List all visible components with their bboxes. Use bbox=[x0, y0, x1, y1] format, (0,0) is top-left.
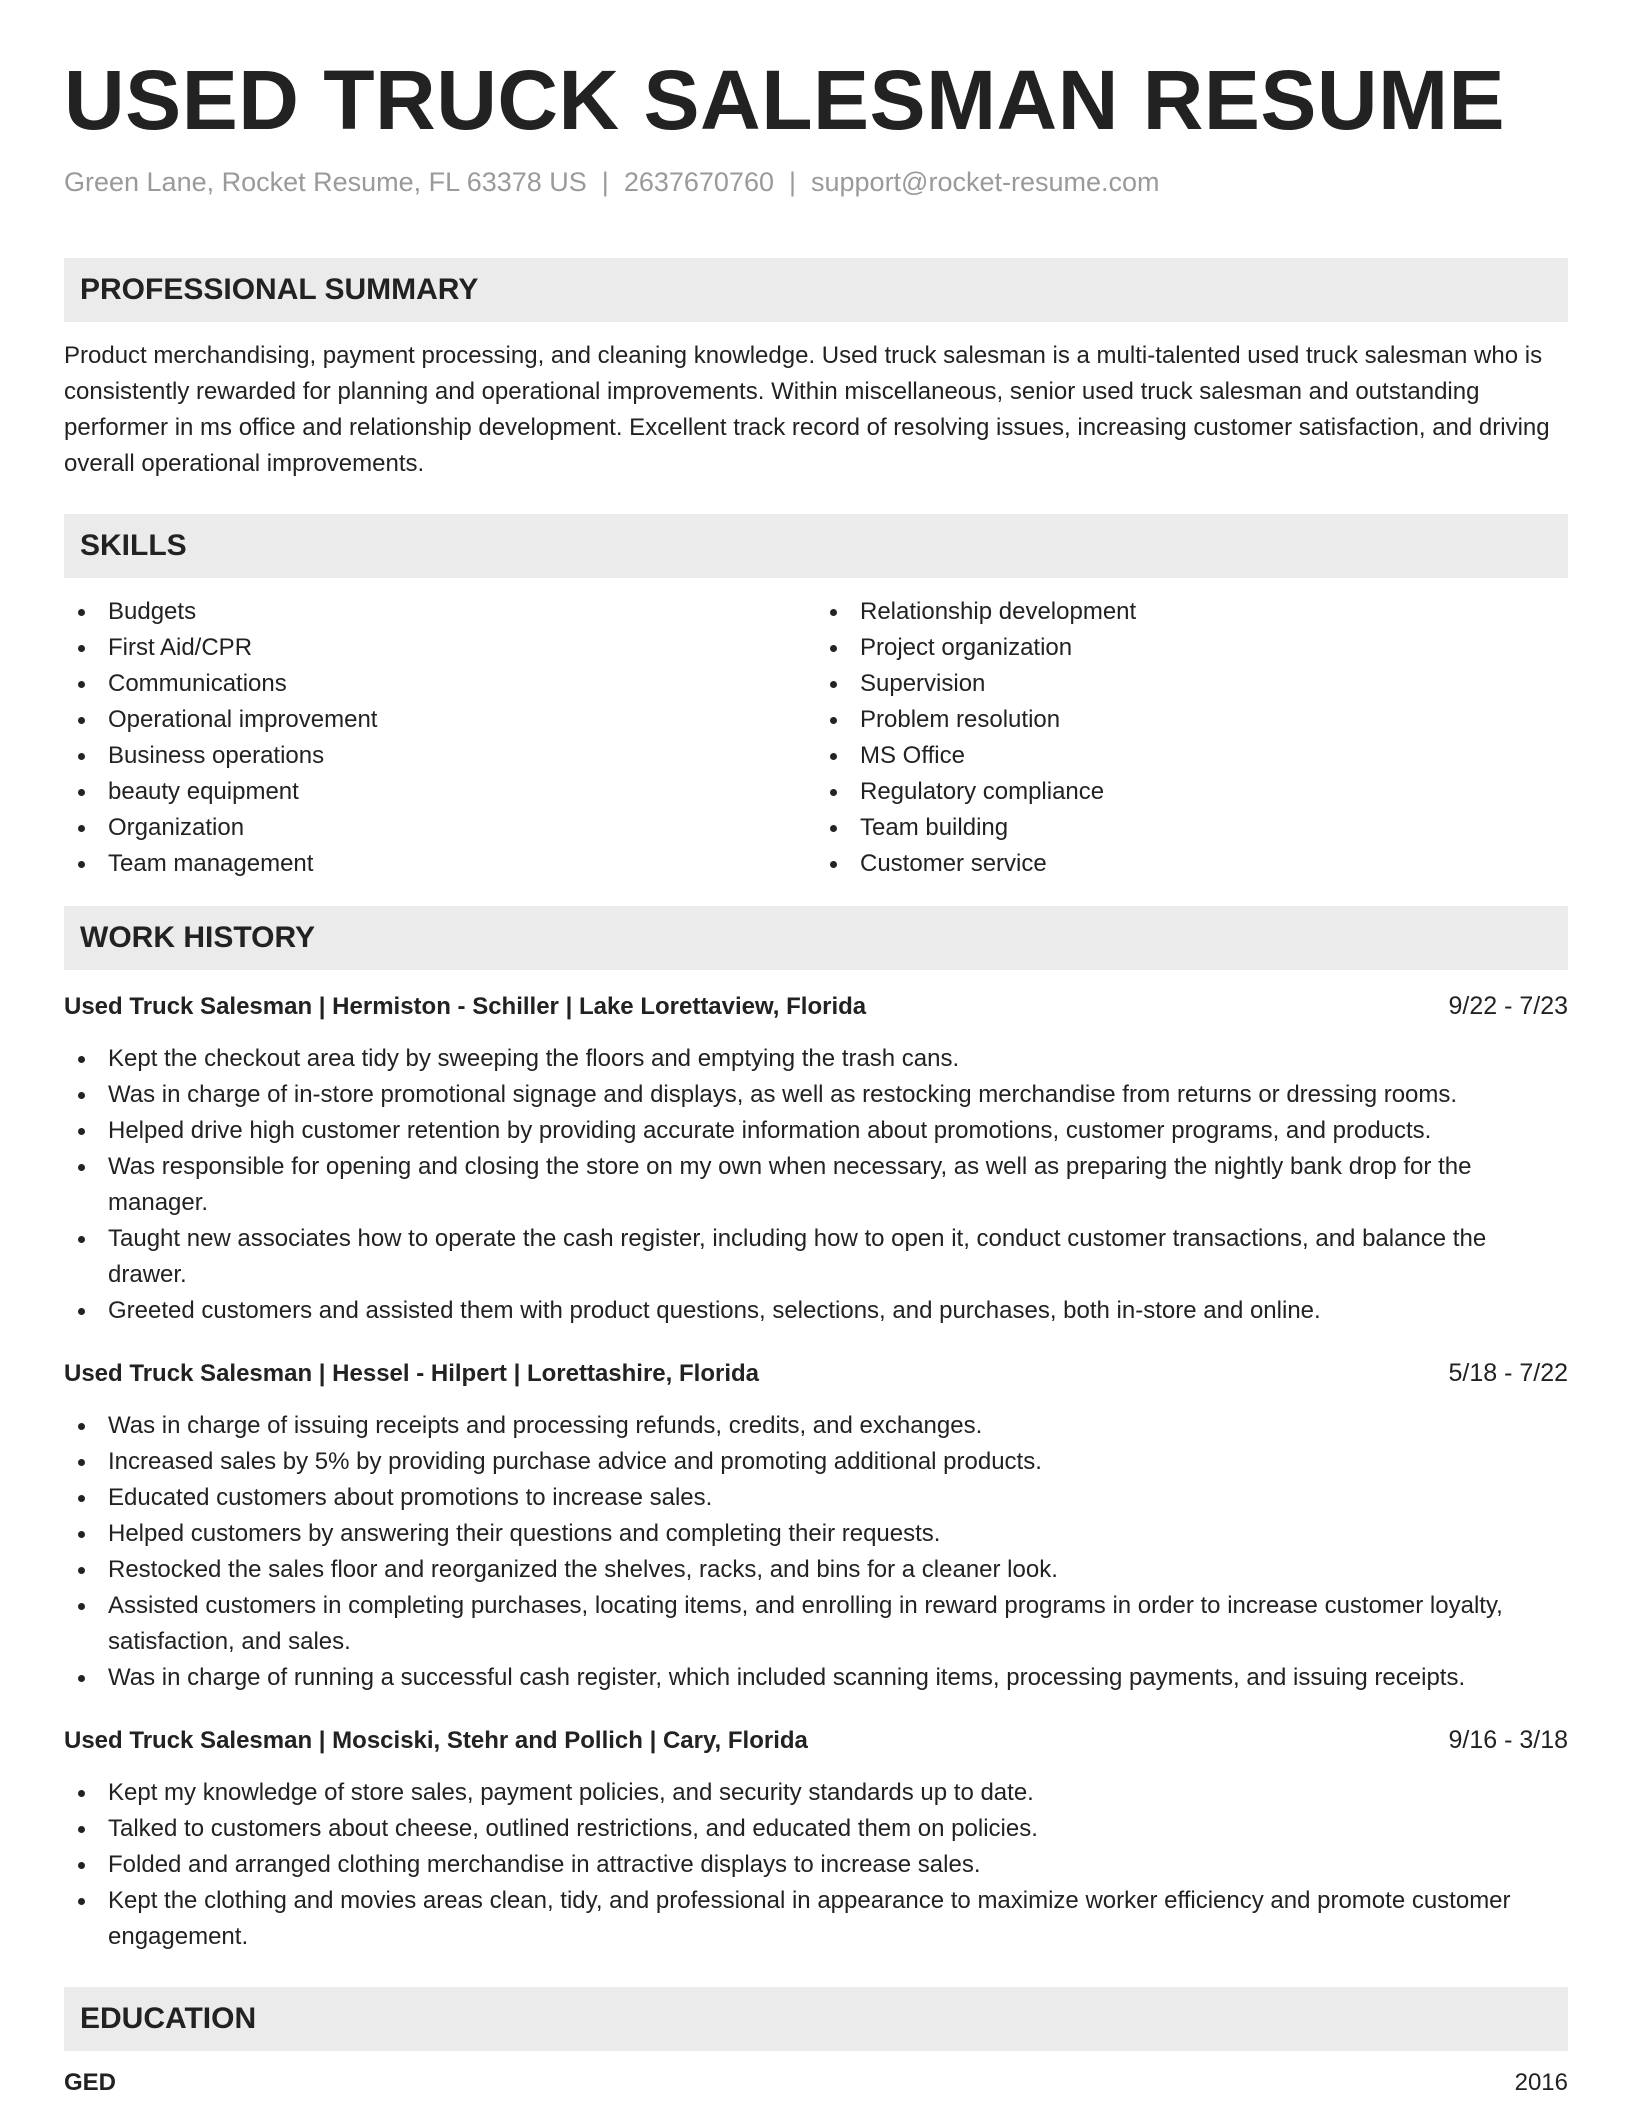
contact-line bbox=[64, 167, 1568, 198]
skill-item: MS Office bbox=[816, 738, 1568, 774]
skill-item: Team building bbox=[816, 810, 1568, 846]
job-entry bbox=[64, 1355, 1568, 1696]
job-bullets bbox=[64, 1041, 1568, 1329]
contact-separator: | bbox=[788, 166, 796, 197]
job-header bbox=[64, 1355, 1568, 1392]
job-bullet: Was in charge of in-store promotional signage and displays, as well as restocking merchandise from returns or dressing rooms. bbox=[64, 1077, 1568, 1113]
skills-heading: SKILLS bbox=[64, 514, 1568, 578]
job-bullet: Kept my knowledge of store sales, payment policies, and security standards up to date. bbox=[64, 1775, 1568, 1811]
job-bullet: Was in charge of running a successful cash register, which included scanning items, processing payments, and issuing receipts. bbox=[64, 1660, 1568, 1696]
skill-item: Business operations bbox=[64, 738, 816, 774]
job-bullet: Greeted customers and assisted them with product questions, selections, and purchases, both in-store and online. bbox=[64, 1293, 1568, 1329]
job-bullet: Restocked the sales floor and reorganized the shelves, racks, and bins for a cleaner look. bbox=[64, 1552, 1568, 1588]
skill-item: Customer service bbox=[816, 846, 1568, 882]
skill-item: Project organization bbox=[816, 630, 1568, 666]
job-bullet: Increased sales by 5% by providing purchase advice and promoting additional products. bbox=[64, 1444, 1568, 1480]
job-bullet: Kept the clothing and movies areas clean, tidy, and professional in appearance to maximize worker efficiency and promote customer engagement. bbox=[64, 1883, 1568, 1955]
skill-item: Operational improvement bbox=[64, 702, 816, 738]
job-dates: 9/16 - 3/18 bbox=[1448, 1725, 1568, 1754]
education-entry bbox=[64, 2065, 1568, 2101]
work-history-heading: WORK HISTORY bbox=[64, 906, 1568, 970]
job-bullets bbox=[64, 1408, 1568, 1696]
job-bullet: Folded and arranged clothing merchandise in attractive displays to increase sales. bbox=[64, 1847, 1568, 1883]
job-bullet: Taught new associates how to operate the cash register, including how to open it, conduct customer transactions, and balance the drawer. bbox=[64, 1221, 1568, 1293]
job-bullet: Was in charge of issuing receipts and processing refunds, credits, and exchanges. bbox=[64, 1408, 1568, 1444]
education-degree: GED bbox=[64, 2068, 117, 2096]
skill-item: Problem resolution bbox=[816, 702, 1568, 738]
job-entry bbox=[64, 1722, 1568, 1955]
skill-item: Supervision bbox=[816, 666, 1568, 702]
skill-item: Regulatory compliance bbox=[816, 774, 1568, 810]
job-bullet: Kept the checkout area tidy by sweeping the floors and emptying the trash cans. bbox=[64, 1041, 1568, 1077]
job-bullet: Assisted customers in completing purchases, locating items, and enrolling in reward programs in order to increase customer loyalty, satisfaction, and sales. bbox=[64, 1588, 1568, 1660]
job-dates: 5/18 - 7/22 bbox=[1448, 1358, 1568, 1387]
skills-column-right bbox=[816, 594, 1568, 882]
skill-item: beauty equipment bbox=[64, 774, 816, 810]
contact-phone: 2637670760 bbox=[623, 166, 774, 197]
skill-item: Communications bbox=[64, 666, 816, 702]
education-year: 2016 bbox=[1514, 2068, 1568, 2096]
resume-title: USED TRUCK SALESMAN RESUME bbox=[64, 53, 1506, 147]
job-title: Used Truck Salesman | Mosciski, Stehr and Pollich | Cary, Florida bbox=[64, 1726, 808, 1754]
job-bullet: Was responsible for opening and closing the store on my own when necessary, as well as preparing the nightly bank drop for the manager. bbox=[64, 1149, 1568, 1221]
education-heading: EDUCATION bbox=[64, 1987, 1568, 2051]
job-title: Used Truck Salesman | Hessel - Hilpert | Lorettashire, Florida bbox=[64, 1359, 759, 1387]
skill-item: Budgets bbox=[64, 594, 816, 630]
job-title: Used Truck Salesman | Hermiston - Schiller | Lake Lorettaview, Florida bbox=[64, 992, 867, 1020]
skill-item: Team management bbox=[64, 846, 816, 882]
skills-column-left bbox=[64, 594, 816, 882]
job-header bbox=[64, 1722, 1568, 1759]
job-bullet: Helped customers by answering their questions and completing their requests. bbox=[64, 1516, 1568, 1552]
skill-item: Relationship development bbox=[816, 594, 1568, 630]
skills-grid bbox=[64, 594, 1568, 882]
contact-address: Green Lane, Rocket Resume, FL 63378 US bbox=[64, 166, 587, 197]
job-bullets bbox=[64, 1775, 1568, 1955]
skill-item: First Aid/CPR bbox=[64, 630, 816, 666]
job-bullet: Talked to customers about cheese, outlined restrictions, and educated them on policies. bbox=[64, 1811, 1568, 1847]
job-bullet: Helped drive high customer retention by providing accurate information about promotions, customer programs, and products. bbox=[64, 1113, 1568, 1149]
job-dates: 9/22 - 7/23 bbox=[1448, 991, 1568, 1020]
job-entry bbox=[64, 988, 1568, 1329]
job-header bbox=[64, 988, 1568, 1025]
summary-text: Product merchandising, payment processing, and cleaning knowledge. Used truck salesman is a multi-talented used truck salesman who is consistently rewarded for planning and operational improvements. Within miscellaneous, senior used truck salesman and outstanding performer in ms office and relationship development. Excellent track record of resolving issues, increasing customer satisfaction, and driving overall operational improvements. bbox=[64, 341, 1550, 477]
job-bullet: Educated customers about promotions to increase sales. bbox=[64, 1480, 1568, 1516]
contact-separator: | bbox=[601, 166, 609, 197]
skill-item: Organization bbox=[64, 810, 816, 846]
summary-heading: PROFESSIONAL SUMMARY bbox=[64, 258, 1568, 322]
contact-email: support@rocket-resume.com bbox=[811, 166, 1160, 197]
